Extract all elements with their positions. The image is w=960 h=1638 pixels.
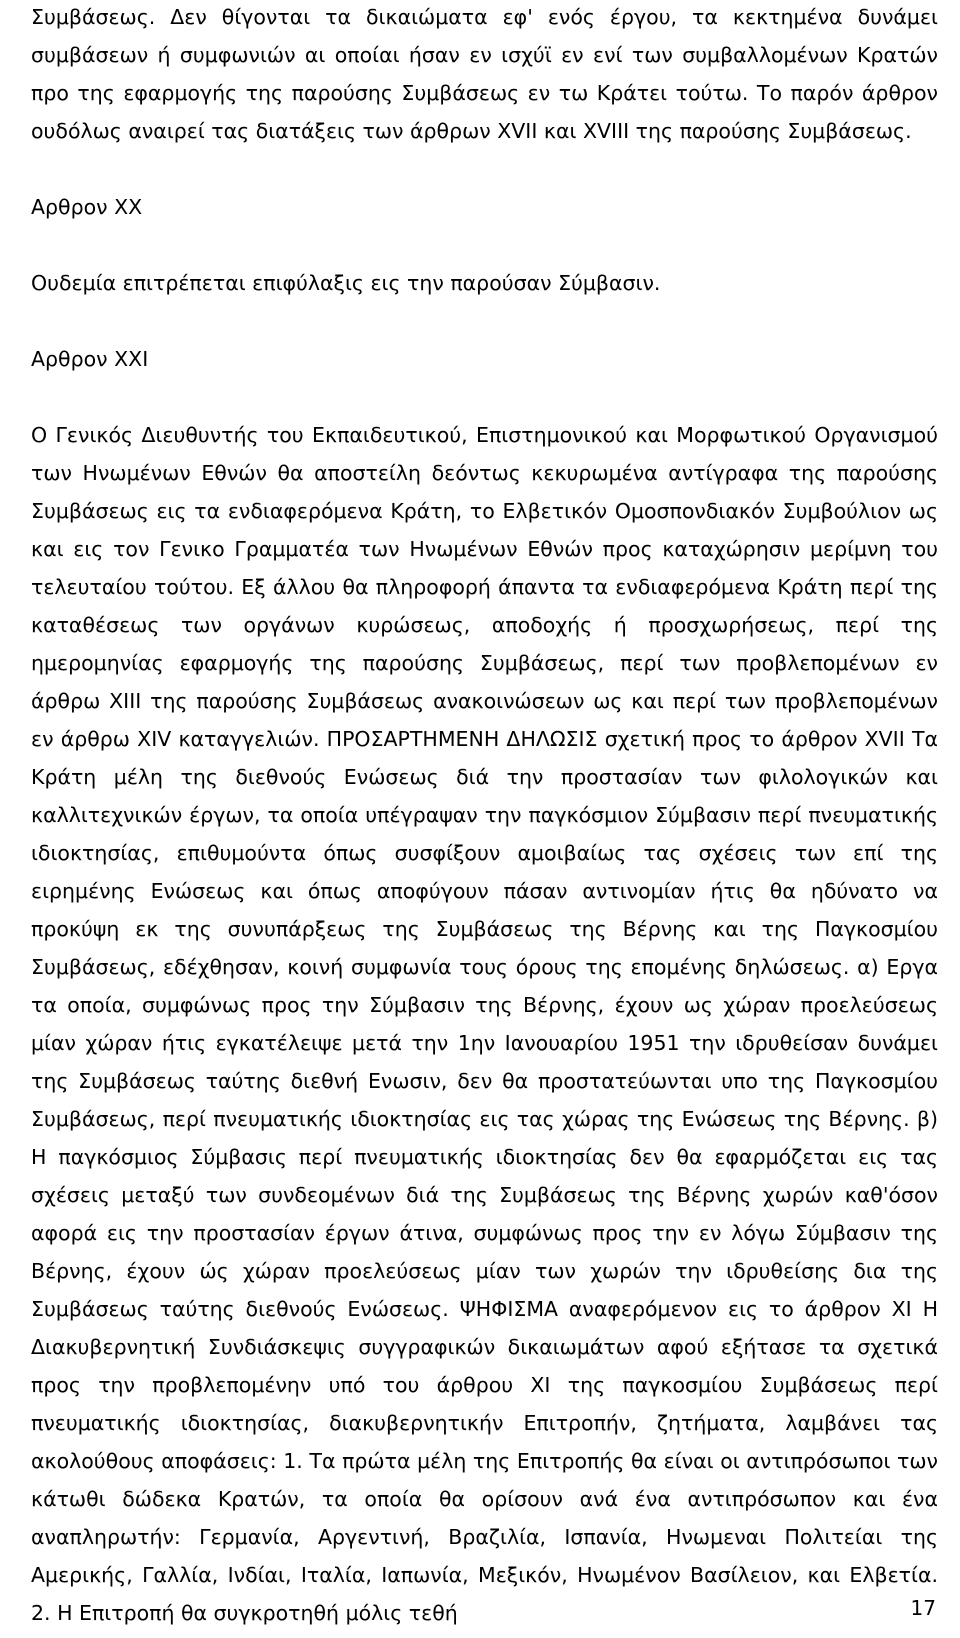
page-number: 17 <box>910 1596 936 1620</box>
paragraph-article-xix-end: Συμβάσεως. Δεν θίγονται τα δικαιώματα εφ' ενός έργου, τα κεκτημένα δυνάμει συμβάσεων ή συμφωνιών αι οποίαι ήσαν εν ισχύϊ εν ενί των συμβαλλομένων Κρατών προ της εφαρμογής της παρούσης Συμβάσεως εν τω Κράτει τούτω. Το παρόν άρθρον ουδόλως αναιρεί τας διατάξεις των άρθρων XVII και XVIII της παρούσης Συμβάσεως. <box>31 5 938 143</box>
spacer <box>31 150 938 188</box>
document-page <box>31 0 938 1632</box>
paragraph-article-xxi: Ο Γενικός Διευθυντής του Εκπαιδευτικού, Επιστημονικού και Μορφωτικού Οργανισμού των Ηνωμένων Εθνών θα αποστείλη δεόντως κεκυρωμένα αντίγραφα της παρούσης Συμβάσεως εις τα ενδιαφερόμενα Κράτη, το Ελβετικόν Ομοσπονδιακόν Συμβούλιον ως και εις τον Γενικο Γραμματέα των Ηνωμένων Εθνών προς καταχώρησιν μερίμνη του τελευταίου τούτου. Εξ άλλου θα πληροφορή άπαντα τα ενδιαφερόμενα Κράτη περί της καταθέσεως των οργάνων κυρώσεως, αποδοχής ή προσχωρήσεως, περί της ημερομηνίας εφαρμογής της παρούσης Συμβάσεως, περί των προβλεπομένων εν άρθρω ΧΙΙΙ της παρούσης Συμβάσεως ανακοινώσεων ως και περί των προβλεπομένων εν άρθρω XIV καταγγελιών. ΠΡΟΣΑΡΤΗΜΕΝΗ ΔΗΛΩΣΙΣ σχετική προς το άρθρον XVII Τα Κράτη μέλη της διεθνούς Ενώσεως διά την προστασίαν των φιλολογικών και καλλιτεχνικών έργων, τα οποία υπέγραψαν την παγκόσμιον Σύμβασιν περί πνευματικής ιδιοκτησίας, επιθυμούντα όπως συσφίξουν αμοιβαίως τας σχέσεις των επί της ειρημένης Ενώσεως και όπως αποφύγουν πάσαν αντινομίαν ήτις θα ηδύνατο να προκύψη εκ της συνυπάρξεως της Συμβάσεως της Βέρνης και της Παγκοσμίου Συμβάσεως, εδέχθησαν, κοινή συμφωνία τους όρους της επομένης δηλώσεως. α) Εργα τα οποία, συμφώνως προς την Σύμβασιν της Βέρνης, έχουν ως χώραν προελεύσεως μίαν χώραν ήτις εγκατέλειψε μετά την 1ην Ιανουαρίου 1951 την ιδρυθείσαν δυνάμει της Συμβάσεως ταύτης διεθνή Ενωσιν, δεν θα προστατεύωνται υπο της Παγκοσμίου Συμβάσεως, περί πνευματικής ιδιοκτησίας εις τας χώρας της Ενώσεως της Βέρνης. β) Η παγκόσμιος Σύμβασις περί πνευματικής ιδιοκτησίας δεν θα εφαρμόζεται εις τας σχέσεις μεταξύ των συνδεομένων διά της Συμβάσεως της Βέρνης χωρών καθ'όσον αφορά εις την προστασίαν έργων άτινα, συμφώνως προς την εν λόγω Σύμβασιν της Βέρνης, έχουν ώς χώραν προελεύσεως μίαν των χωρών την ιδρυθείσης δια της Συμβάσεως ταύτης διεθνούς Ενώσεως. ΨΗΦΙΣΜΑ αναφερόμενον εις το άρθρον ΧΙ Η Διακυβερνητική Συνδιάσκεψις συγγραφικών δικαιωμάτων αφού εξήτασε τα σχετικά προς την προβλεπομένην υπό του άρθρου ΧΙ της παγκοσμίου Συμβάσεως περί πνευματικής ιδιοκτησίας, διακυβερνητικήν Επιτροπήν, ζητήματα, λαμβάνει τας ακολούθους αποφάσεις: 1. Τα πρώτα μέλη της Επιτροπής θα είναι οι αντιπρόσωποι των κάτωθι δώδεκα Κρατών, τα οποία θα ορίσουν ανά ένα αντιπρόσωπον και ένα αναπληρωτήν: Γερμανία, Αργεντινή, Βραζιλία, Ισπανία, Ηνωμεναι Πολιτείαι της Αμερικής, Γαλλία, Ινδίαι, Ιταλία, Ιαπωνία, Μεξικόν, Ηνωμένον Βασίλειον, και Ελβετία. 2. Η Επιτροπή θα συγκροτηθή μόλις τεθή <box>31 423 938 1625</box>
heading-article-xxi: Αρθρον ΧΧΙ <box>31 347 149 371</box>
paragraph-article-xx: Ουδεμία επιτρέπεται επιφύλαξις εις την παρούσαν Σύμβασιν. <box>31 271 661 295</box>
spacer <box>31 226 938 264</box>
spacer <box>31 378 938 416</box>
heading-article-xx: Αρθρον ΧΧ <box>31 195 143 219</box>
spacer <box>31 302 938 340</box>
